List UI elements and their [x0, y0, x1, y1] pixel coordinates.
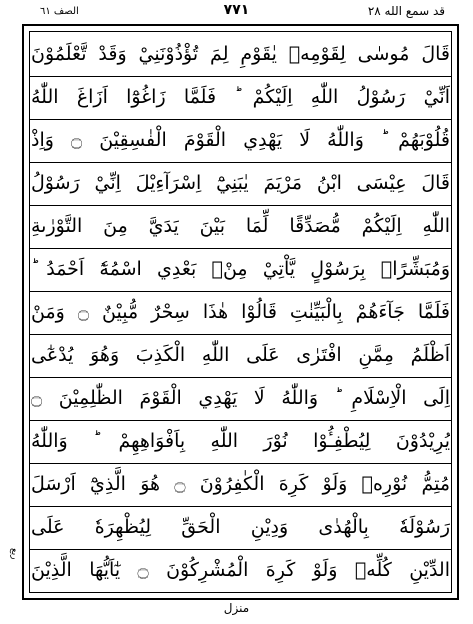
text-line-13: الدِّيْنِ كُلِّهٖ وَلَوْ كَرِهَ الْمُشْرِكُوْنَ ۝ يٰٓاَيُّهَا الَّذِيْنَ [31, 559, 450, 581]
text-line-6: وَمُبَشِّرًاۢ بِرَسُوْلٍ يَّاْتِيْ مِنْۢ بَعْدِي اسْمُهٗٓ اَحْمَدُ ؕ [31, 258, 450, 280]
page-header [0, 0, 473, 26]
margin-marker: ربع [9, 548, 19, 560]
text-line-10: يُرِيْدُوْنَ لِيُطْفِـُٔوْا نُوْرَ اللّٰهِ بِاَفْوَاهِهِمْ ؕ وَاللّٰهُ [31, 430, 450, 452]
text-line-7: فَلَمَّا جَآءَهُمْ بِالْبَيِّنٰتِ قَالُوْا هٰذَا سِحْرٌ مُّبِيْنٌ ۝ وَمَنْ [31, 301, 450, 323]
text-line-11: مُتِمُّ نُوْرِهٖ وَلَوْ كَرِهَ الْكٰفِرُوْنَ ۝ هُوَ الَّذِيْٓ اَرْسَلَ [31, 473, 450, 495]
text-line-12: رَسُوْلَهٗ بِالْهُدٰى وَدِيْنِ الْحَقِّ لِيُظْهِرَهٗ عَلَى [31, 516, 450, 538]
juz-name: قد سمع الله ٢٨ [367, 4, 445, 18]
text-line-8: اَظْلَمُ مِمَّنِ افْتَرٰى عَلَى اللّٰهِ الْكَذِبَ وَهُوَ يُدْعٰٓى [31, 344, 450, 366]
page-number: ٧٧١ [223, 2, 250, 18]
text-line-5: اللّٰهِ اِلَيْكُمْ مُّصَدِّقًا لِّمَا بَيْنَ يَدَيَّ مِنَ التَّوْرٰىةِ [31, 215, 450, 237]
text-line-3: قُلُوْبَهُمْ ؕ وَاللّٰهُ لَا يَهْدِي الْقَوْمَ الْفٰسِقِيْنَ ۝ وَاِذْ [31, 129, 450, 151]
text-line-9: اِلَى الْاِسْلَامِ ؕ وَاللّٰهُ لَا يَهْدِي الْقَوْمَ الظّٰلِمِيْنَ ۝ [31, 387, 450, 409]
text-line-4: قَالَ عِيْسَى ابْنُ مَرْيَمَ يٰبَنِيْٓ اِسْرَآءِيْلَ اِنِّيْ رَسُوْلُ [31, 172, 450, 194]
text-line-1: قَالَ مُوسٰى لِقَوْمِهٖ يٰقَوْمِ لِمَ تُؤْذُوْنَنِيْ وَقَدْ تَّعْلَمُوْنَ [31, 43, 450, 65]
text-line-2: اَنِّيْ رَسُوْلُ اللّٰهِ اِلَيْكُمْ ؕ فَلَمَّا زَاغُوْٓا اَزَاغَ اللّٰهُ [31, 86, 450, 108]
surah-name: الصف ٦١ [40, 6, 79, 17]
manzil-footer: منزل [223, 601, 250, 615]
